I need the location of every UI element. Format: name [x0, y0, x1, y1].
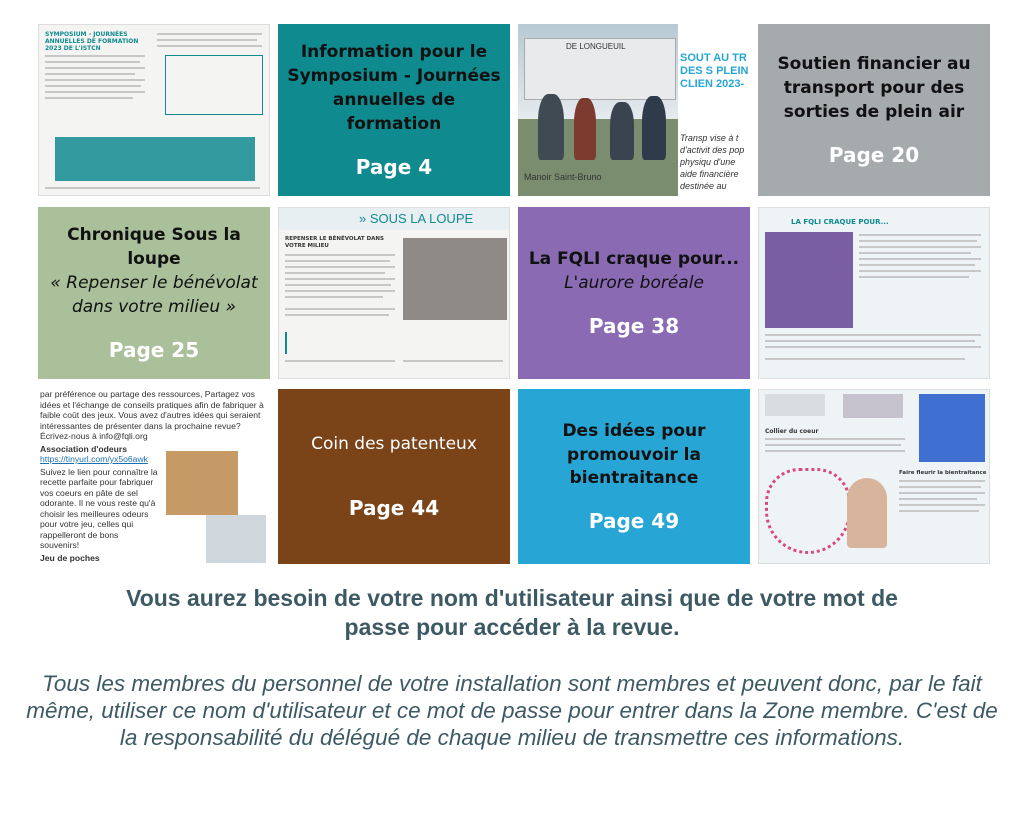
section-heading: Faire fleurir la bientraitance — [899, 470, 987, 476]
tile-title: Coin des patenteux — [311, 433, 477, 454]
tile-chronique[interactable] — [38, 207, 270, 379]
hands-image — [403, 238, 507, 320]
body-text: Suivez le lien pour connaître la recette parfaite pour fabriquer vos coeurs en pâte de sel odorante. Il ne vous reste qu'à choisir les meilleures odeurs pour votre jeu, celles qui rappelleront de bons souvenirs! — [40, 466, 158, 550]
tile-patenteux[interactable] — [278, 389, 510, 564]
transport-photo-thumbnail — [518, 24, 750, 196]
doc-subheading: REPENSER LE BÉNÉVOLAT DANS VOTRE MILIEU — [285, 236, 384, 249]
loupe-document-thumbnail — [278, 207, 510, 379]
person-image — [642, 96, 666, 160]
symposium-document-thumbnail — [38, 24, 270, 196]
tile-title: La FQLI craque pour... — [528, 249, 740, 270]
page-number: Page 49 — [588, 509, 680, 534]
page-number: Page 25 — [108, 337, 200, 362]
side-body: Transp vise à t d'activit des pop physiqu d'une aide financière destinée au — [680, 133, 745, 191]
page-number: Page 44 — [348, 496, 440, 521]
tile-subtitle: « Repenser le bénévolat dans votre milieu » — [50, 273, 258, 317]
bus-sign: DE LONGUEUIL — [566, 42, 626, 51]
doc-heading: SYMPOSIUM - JOURNÉES ANNUELLES DE FORMATION 2023 DE L'ISTCN — [45, 31, 139, 52]
person-image — [538, 94, 564, 160]
bientraitance-document-thumbnail — [758, 389, 990, 564]
link[interactable]: https://tinyurl.com/yx5o6awk — [40, 454, 148, 464]
tile-subtitle: L'aurore boréale — [564, 273, 704, 293]
person-photo — [847, 478, 887, 548]
tile-title: Chronique Sous la loupe — [67, 225, 241, 270]
patenteux-document-thumbnail — [38, 389, 270, 564]
tile-grid — [38, 24, 990, 564]
side-title: SOUT AU TR DES S PLEIN CLIEN 2023- — [680, 52, 749, 90]
page-number: Page 38 — [588, 313, 680, 338]
heart-necklace-image — [765, 468, 851, 554]
member-notice: Tous les membres du personnel de votre installation sont membres et peuvent donc, par le fait même, utiliser ce nom d'utilisateur et ce mot de passe pour entrer dans la Zone membre. C'est de la responsabilité du délégué de chaque milieu de transmettre ces informations. — [26, 671, 998, 750]
doc-header: LA FQLI CRAQUE POUR... — [791, 218, 889, 226]
tile-title: Information pour le Symposium - Journées annuelles de formation — [287, 42, 501, 134]
tile-symposium[interactable] — [278, 24, 510, 196]
link[interactable] — [40, 563, 266, 564]
tile-bientraitance[interactable] — [518, 389, 750, 564]
person-image — [610, 102, 634, 160]
fqli-document-thumbnail — [758, 207, 990, 379]
section-heading: Collier du coeur — [765, 428, 819, 435]
tile-title: Soutien financier au transport pour des sorties de plein air — [777, 54, 971, 122]
page-number: Page 20 — [828, 142, 920, 167]
intro-text: par préférence ou partage des ressources, Partagez vos idées et l'échange de conseils pratiques afin de fabriquer à faible coût des jeux. Vous avez d'autres idées qui seraient intéressantes de présenter dans la prochaine revue? Écrivez-nous à info@fqli.org — [40, 389, 264, 441]
login-notice — [0, 584, 1024, 642]
tile-fqli[interactable] — [518, 207, 750, 379]
section-heading: Jeu de poches — [40, 552, 100, 563]
toy-photo — [919, 394, 985, 462]
tile-transport[interactable] — [758, 24, 990, 196]
page-number: Page 4 — [355, 154, 433, 179]
tile-title: Des idées pour promouvoir la bientraitance — [562, 420, 706, 489]
scent-game-photo — [166, 451, 238, 515]
doc-header: » SOUS LA LOUPE — [359, 211, 474, 226]
person-image — [574, 98, 596, 160]
bean-bag-photo — [206, 515, 266, 563]
section-heading: Association d'odeurs — [40, 443, 128, 454]
aurora-photo — [765, 232, 853, 328]
login-notice-text: Vous aurez besoin de votre nom d'utilisateur ainsi que de votre mot de passe pour accéder à la revue. — [126, 585, 898, 640]
photo-caption: Manoir Saint-Bruno — [524, 172, 602, 182]
